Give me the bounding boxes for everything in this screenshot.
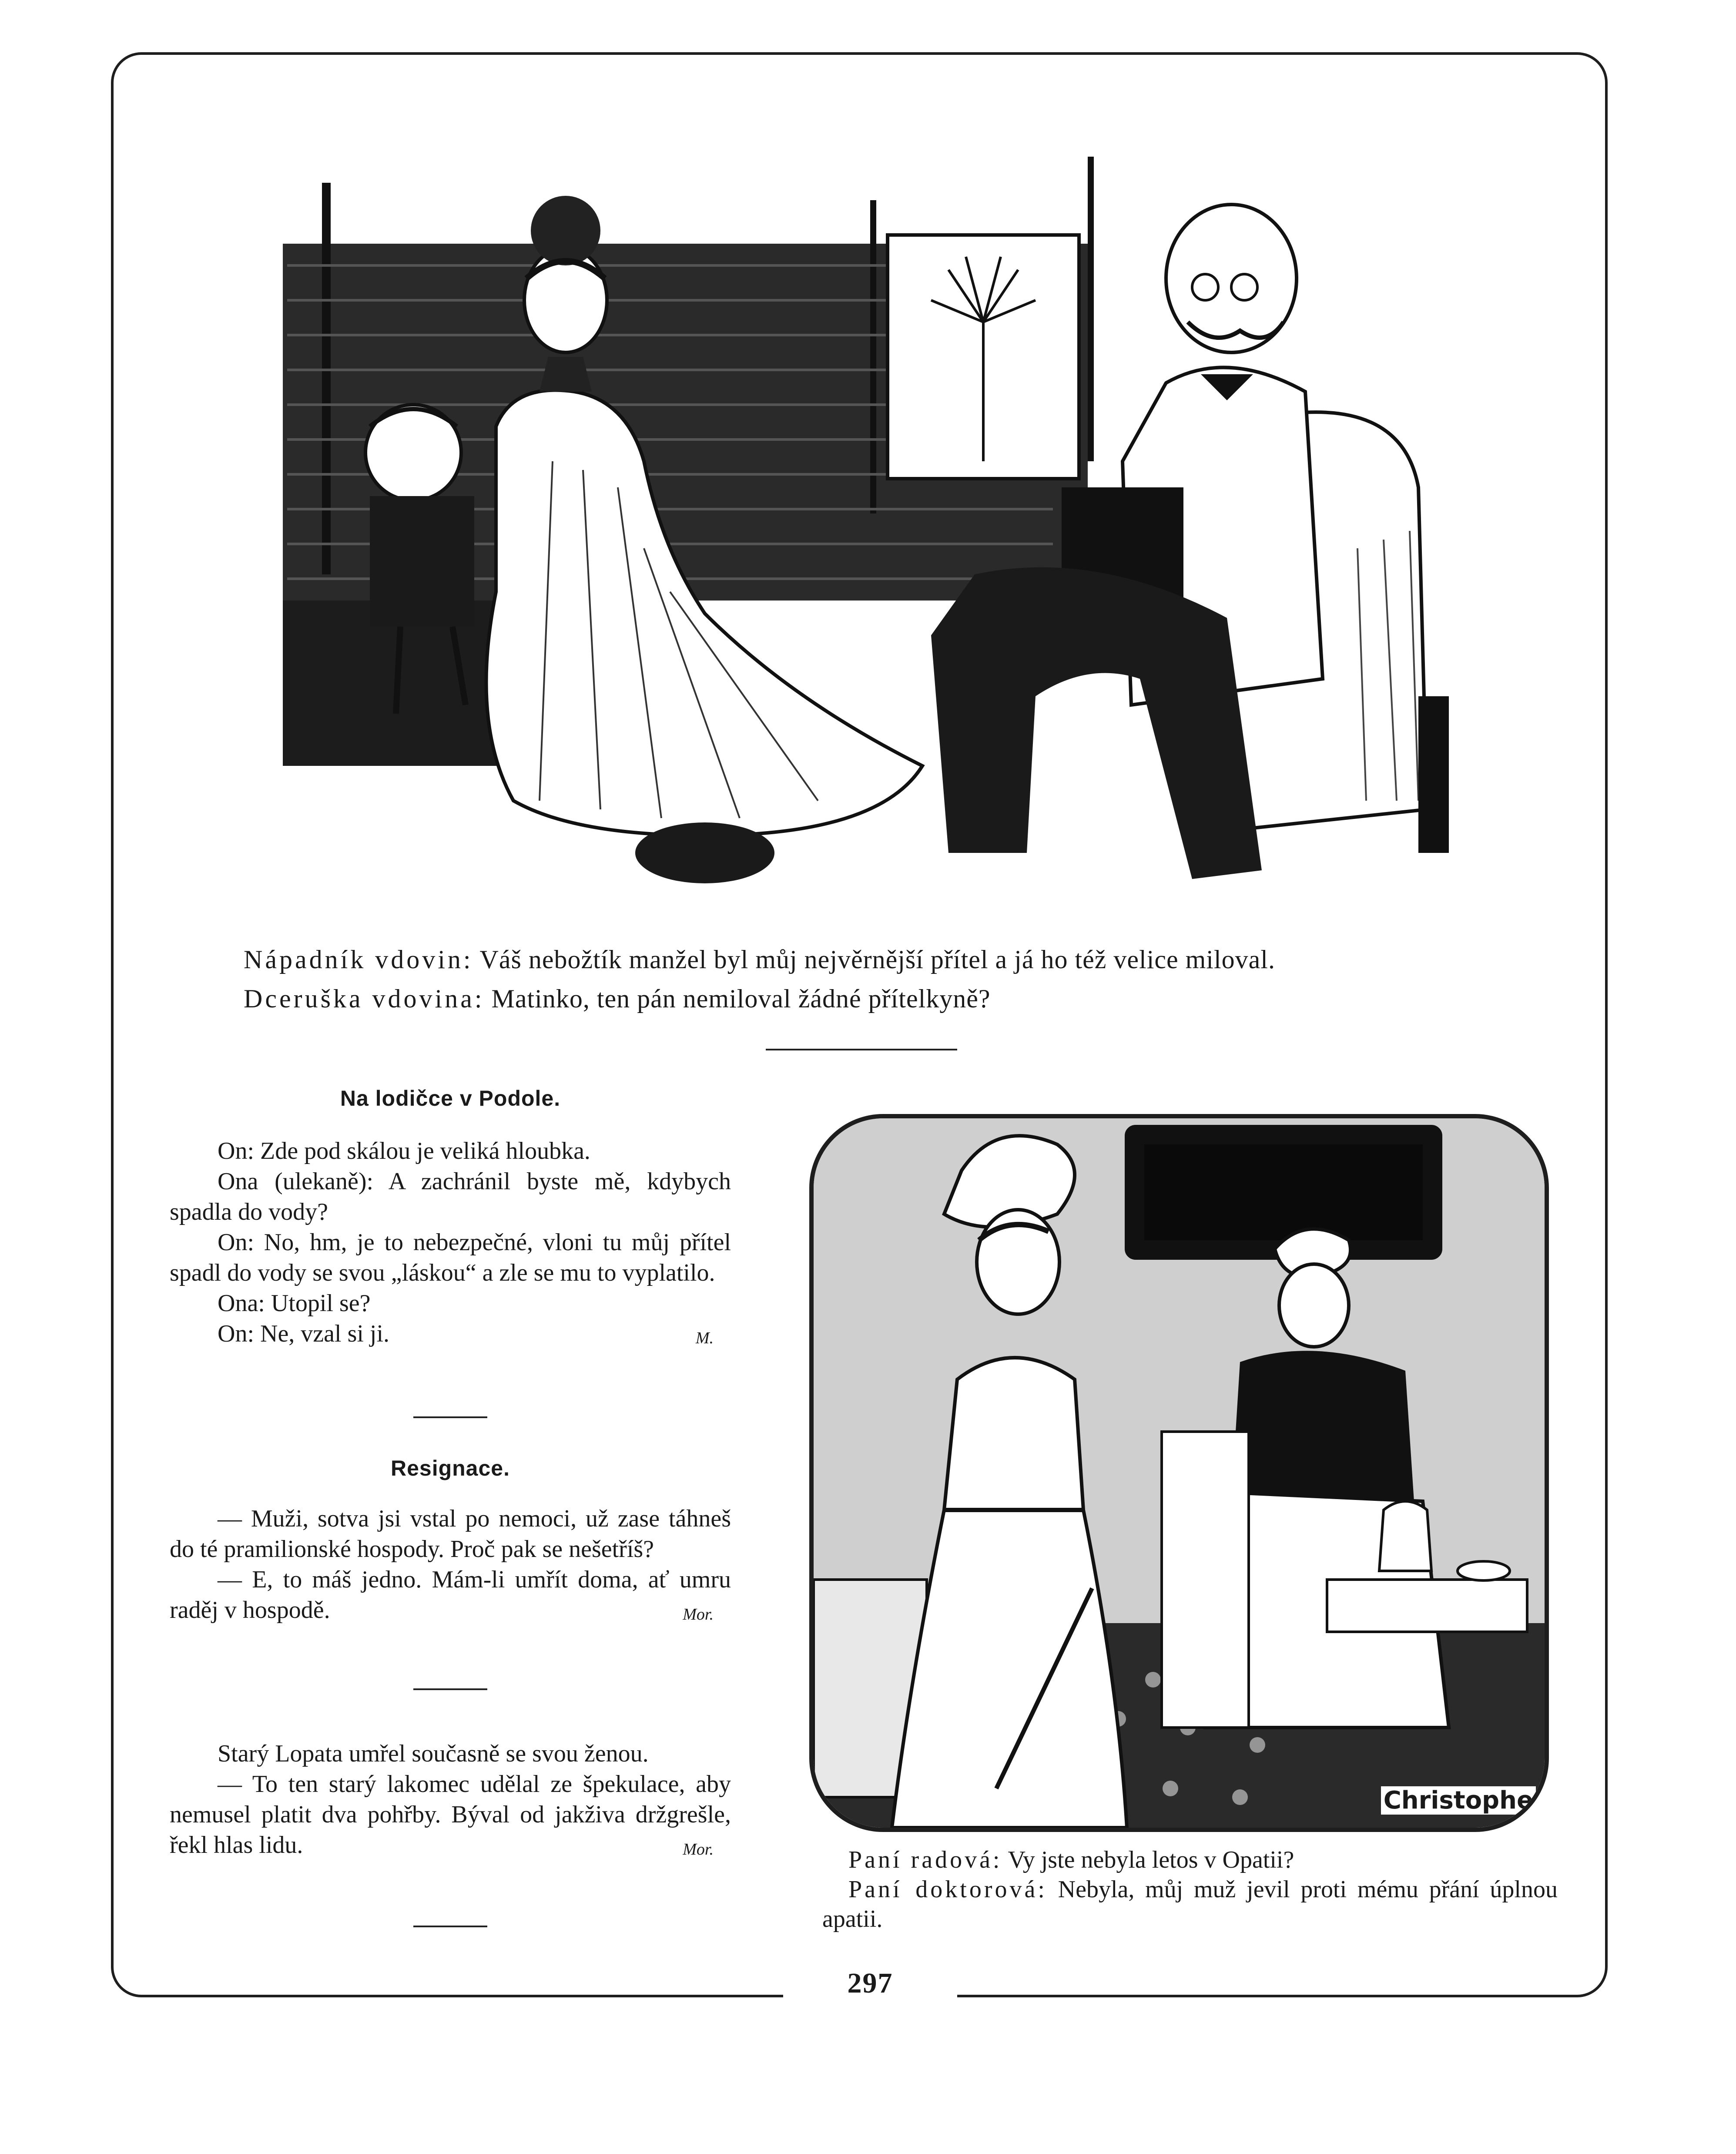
story1-body (170, 1136, 731, 1353)
caption-text-doktorova: Nebyla, můj muž jevil proti mému přání úplnou apatii. (822, 1876, 1558, 1933)
caption-line-daughter (244, 979, 1488, 1018)
story3-line (170, 1769, 731, 1860)
story1-line: Ona: Utopil se? (218, 1290, 371, 1317)
caption-line-suitor (244, 940, 1488, 979)
story1-line: Ona (ulekaně): A zachránil byste mě, kdybych spadla do vody? (170, 1168, 731, 1225)
story2-last-line: — E, to máš jedno. Mám-li umřít doma, ať umru raděj v hospodě. (170, 1566, 731, 1624)
story1-signature: M. (695, 1329, 714, 1347)
story1-line (170, 1319, 731, 1349)
story3-signature: Mor. (683, 1840, 714, 1859)
story2-body (170, 1503, 731, 1630)
caption-line-radova (822, 1845, 1558, 1875)
caption-text-daughter: Matinko, ten pán nemiloval žádné přítelkyně? (491, 984, 991, 1013)
story1-line: On: Zde pod skálou je veliká hloubka. (218, 1137, 590, 1164)
story2-title: Resignace. (390, 1456, 510, 1480)
top-illustration-caption (244, 940, 1488, 1018)
story3-body (170, 1738, 731, 1865)
caption-speaker-daughter: Dceruška vdovina: (244, 984, 485, 1013)
divider-rule (413, 1926, 487, 1927)
divider-rule (766, 1049, 957, 1050)
ladies-train-drawing (814, 1118, 1545, 1828)
story3-last-line: — To ten starý lakomec udělal ze špekulace, aby nemusel platit dva pohřby. Býval od jakživa držgrešle, řekl hlas lidu. (170, 1771, 731, 1859)
right-illustration-caption (822, 1845, 1558, 1934)
caption-text-radova: Vy jste nebyla letos v Opatii? (1008, 1846, 1294, 1873)
widow-suitor-drawing (270, 157, 1453, 923)
divider-rule (413, 1416, 487, 1418)
ladies-train-illustration (809, 1114, 1549, 1832)
story1-title: Na lodičce v Podole. (340, 1086, 561, 1111)
caption-speaker-doktorova: Paní doktorová: (848, 1876, 1047, 1903)
story1-line: On: No, hm, je to nebezpečné, vloni tu můj přítel spadl do vody se svou „láskou“ a zle se mu to vyplatilo. (170, 1229, 731, 1286)
story2-signature: Mor. (683, 1605, 714, 1624)
widow-suitor-illustration (270, 157, 1453, 923)
divider-rule (413, 1688, 487, 1690)
caption-line-doktorova (822, 1875, 1558, 1934)
page-number: 297 (783, 1967, 957, 2000)
artist-signature: Christophe (1381, 1786, 1536, 1815)
caption-speaker-radova: Paní radová: (848, 1846, 1002, 1873)
story2-line (170, 1564, 731, 1625)
caption-text-suitor: Váš nebožtík manžel byl můj nejvěrnější přítel a já ho též velice miloval. (479, 945, 1275, 974)
caption-speaker-suitor: Nápadník vdovin: (244, 945, 473, 974)
story2-line: — Muži, sotva jsi vstal po nemoci, už zase táhneš do té pramilionské hospody. Proč pak se nešetříš? (170, 1505, 731, 1563)
story3-line: Starý Lopata umřel současně se svou ženou. (218, 1740, 649, 1767)
story1-last-line: On: Ne, vzal si ji. (218, 1320, 390, 1347)
